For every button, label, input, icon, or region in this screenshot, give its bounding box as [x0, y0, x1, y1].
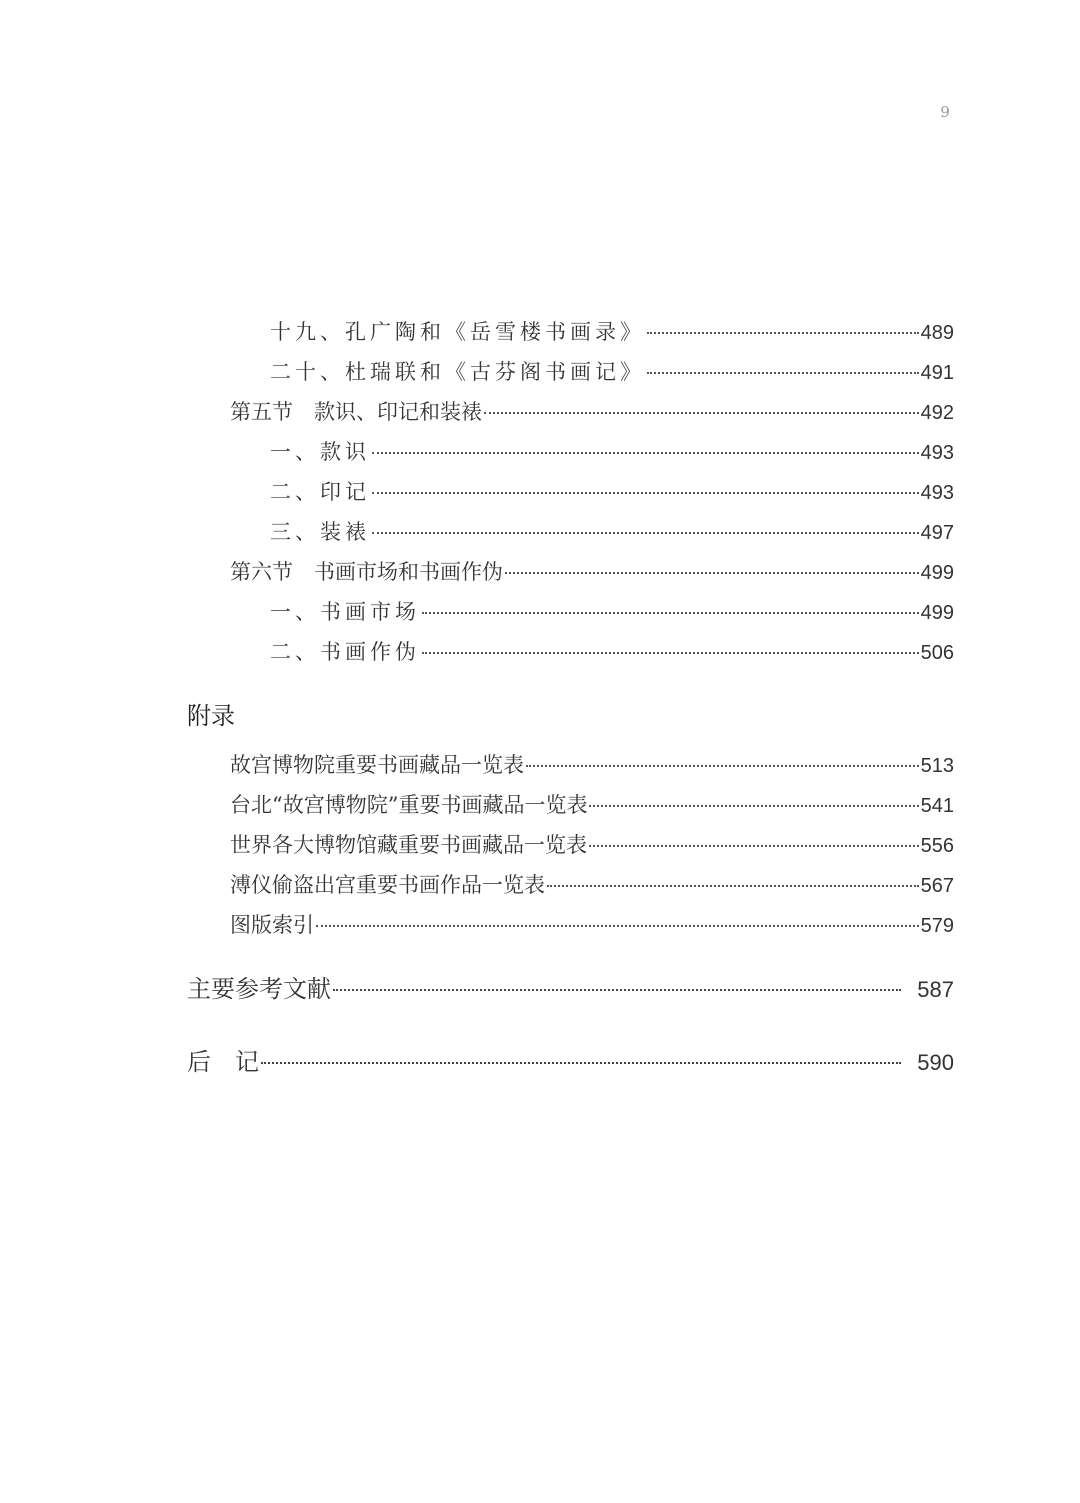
- toc-entry[interactable]: [270, 482, 954, 503]
- appendix-entry-title: 图版索引: [230, 913, 314, 937]
- appendix-entry[interactable]: [230, 875, 954, 896]
- toc-entry-page: 499: [920, 602, 954, 624]
- afterword-page: 590: [917, 1050, 954, 1075]
- dot-leader: [333, 989, 901, 991]
- references-title: 主要参考文献: [187, 975, 331, 1003]
- toc-entry[interactable]: [270, 642, 954, 663]
- dot-leader: [484, 412, 919, 414]
- appendix-heading: 附录: [187, 702, 235, 730]
- toc-entry[interactable]: [270, 522, 954, 543]
- toc-entry-page: 491: [920, 362, 954, 384]
- appendix-entry-title: 世界各大博物馆藏重要书画藏品一览表: [230, 833, 587, 857]
- appendix-entry-page: 513: [920, 755, 954, 777]
- toc-section[interactable]: [230, 402, 954, 423]
- toc-entry-title: 二十、杜瑞联和《古芬阁书画记》: [270, 360, 645, 384]
- toc-entry[interactable]: [270, 442, 954, 463]
- dot-leader: [261, 1062, 901, 1064]
- toc-entry[interactable]: [270, 362, 954, 383]
- references-page: 587: [917, 977, 954, 1002]
- appendix-entry-page: 541: [920, 795, 954, 817]
- appendix-entry[interactable]: [230, 835, 954, 856]
- toc-section-title: 第六节 书画市场和书画作伪: [230, 560, 503, 584]
- appendix-entry-page: 556: [920, 835, 954, 857]
- toc-entry-title: 三、装裱: [270, 520, 370, 544]
- appendix-entry-title: 台北“故宫博物院”重要书画藏品一览表: [230, 793, 588, 817]
- toc-section-title: 第五节 款识、印记和装裱: [230, 400, 482, 424]
- toc-section[interactable]: [230, 562, 954, 583]
- appendix-entry-title: 溥仪偷盗出宫重要书画作品一览表: [230, 873, 545, 897]
- dot-leader: [589, 845, 919, 847]
- toc-entry-title: 一、书画市场: [270, 600, 420, 624]
- dot-leader: [647, 372, 919, 374]
- toc-section-page: 492: [920, 402, 954, 424]
- toc-entry-title: 二、印记: [270, 480, 370, 504]
- toc-entry[interactable]: [270, 322, 954, 343]
- toc-section-page: 499: [920, 562, 954, 584]
- afterword-entry[interactable]: [187, 1050, 954, 1074]
- appendix-entry-page: 579: [920, 915, 954, 937]
- appendix-entry-page: 567: [920, 875, 954, 897]
- toc-entry-page: 506: [920, 642, 954, 664]
- appendix-entry-title: 故宫博物院重要书画藏品一览表: [230, 753, 524, 777]
- dot-leader: [526, 765, 919, 767]
- afterword-title: 后 记: [187, 1048, 259, 1076]
- toc-entry-page: 493: [920, 442, 954, 464]
- dot-leader: [422, 652, 919, 654]
- dot-leader: [372, 532, 919, 534]
- toc-entry-title: 一、款识: [270, 440, 370, 464]
- dot-leader: [372, 452, 919, 454]
- references-entry[interactable]: [187, 977, 954, 1001]
- toc-entry-title: 二、书画作伪: [270, 640, 420, 664]
- toc-entry-page: 497: [920, 522, 954, 544]
- dot-leader: [422, 612, 919, 614]
- dot-leader: [547, 885, 919, 887]
- dot-leader: [505, 572, 919, 574]
- appendix-entry[interactable]: [230, 795, 954, 816]
- page-number: 9: [940, 103, 950, 121]
- toc-entry-page: 489: [920, 322, 954, 344]
- dot-leader: [316, 925, 919, 927]
- appendix-entry[interactable]: [230, 915, 954, 936]
- appendix-entry[interactable]: [230, 755, 954, 776]
- dot-leader: [372, 492, 919, 494]
- dot-leader: [589, 805, 918, 807]
- toc-entry-title: 十九、孔广陶和《岳雪楼书画录》: [270, 320, 645, 344]
- toc-entry[interactable]: [270, 602, 954, 623]
- toc-entry-page: 493: [920, 482, 954, 504]
- dot-leader: [647, 332, 919, 334]
